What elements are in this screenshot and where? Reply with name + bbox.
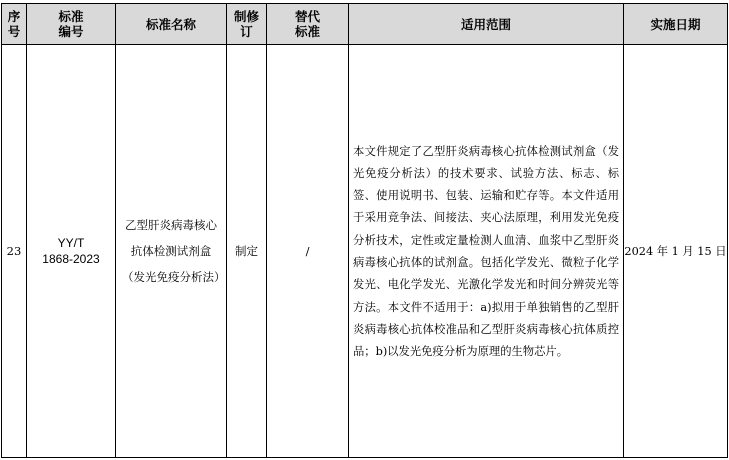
header-seq-line1: 序 xyxy=(7,9,21,24)
cell-std-name xyxy=(116,45,227,458)
header-std-no-line2: 编号 xyxy=(58,24,84,39)
standards-table xyxy=(1,3,728,458)
header-replace xyxy=(267,4,349,45)
header-revision xyxy=(227,4,267,45)
header-revision-line1: 制修 xyxy=(233,9,259,24)
header-replace-line2: 标准 xyxy=(294,24,320,39)
header-date: 实施日期 xyxy=(624,4,728,45)
cell-std-no-line1: YY/T xyxy=(57,236,85,250)
std-name-text: 乙型肝炎病毒核心抗体检测试剂盒（发光免疫分析法） xyxy=(122,218,226,284)
scope-text: 本文件规定了乙型肝炎病毒核心抗体检测试剂盒（发光免疫分析法）的技术要求、试验方法、标志、标签、使用说明书、包装、运输和贮存等。本文件适用于采用竞争法、间接法、夹心法原理，利用发光免疫分析技术，定性或定量检测人血清、血浆中乙型肝炎病毒核心抗体的试剂盒。包括化学发光、微粒子化学发光、电化学发光、光激化学发光和时间分辨荧光等方法。本文件不适用于：a)拟用于单独销售的乙型肝炎病毒核心抗体校准品和乙型肝炎病毒核心抗体质控品；b)以发光免疫分析为原理的生物芯片。 xyxy=(353,144,619,359)
header-revision-line2: 订 xyxy=(240,24,253,39)
header-replace-line1: 替代 xyxy=(294,9,320,24)
header-std-no xyxy=(27,4,116,45)
cell-std-no xyxy=(27,45,116,458)
cell-std-no-line2: 1868-2023 xyxy=(42,252,100,266)
cell-replace: / xyxy=(267,45,349,458)
cell-revision: 制定 xyxy=(227,45,267,458)
cell-scope xyxy=(349,45,624,458)
header-seq xyxy=(2,4,27,45)
table-row xyxy=(2,45,728,458)
header-row xyxy=(2,4,728,45)
header-std-name: 标准名称 xyxy=(116,4,227,45)
header-std-no-line1: 标准 xyxy=(58,9,84,24)
header-seq-line2: 号 xyxy=(7,24,21,39)
cell-date: 2024 年 1 月 15 日 xyxy=(624,45,728,458)
header-scope: 适用范围 xyxy=(349,4,624,45)
cell-seq: 23 xyxy=(2,45,27,458)
